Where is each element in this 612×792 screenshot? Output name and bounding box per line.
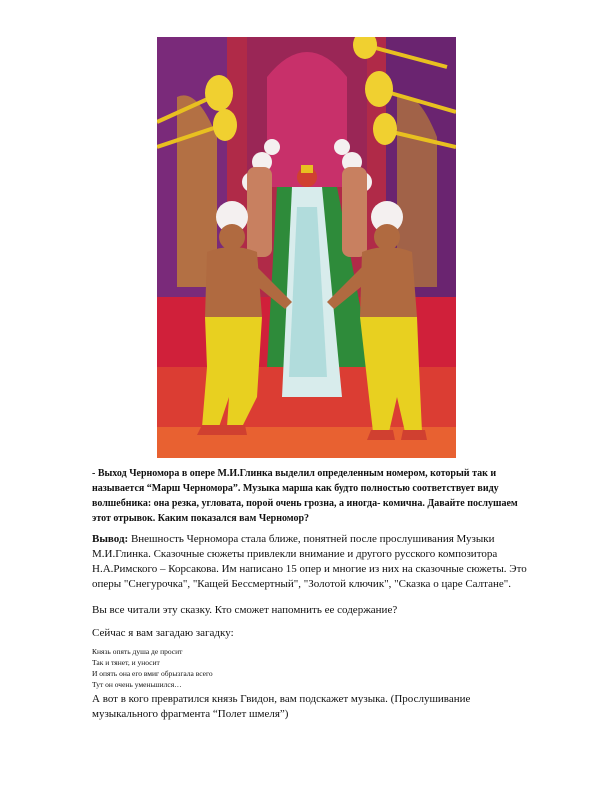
conclusion-lead: Вывод: xyxy=(92,533,129,545)
riddle-line: Так и тянет, и уносит xyxy=(92,658,160,667)
conclusion-paragraph xyxy=(92,532,532,592)
riddle-line: Князь опять душа де просит xyxy=(92,647,183,656)
riddle-verse xyxy=(92,646,213,690)
riddle-intro: Сейчас я вам загадаю загадку: xyxy=(92,627,234,639)
march-of-chernomor-illustration xyxy=(157,37,456,458)
riddle-line: И опять она его вмиг обрызгала всего xyxy=(92,669,213,678)
conclusion-text: Внешность Черномора стала ближе, понятней после прослушивания Музыки М.И.Глинка. Сказочные сюжеты привлекли внимание и другого русского композитора Н.А.Римского – Корсакова. Им написано 15 опер и многие из них на сказочные сюжеты. Это оперы "Снегурочка", "Кащей Бессмертный", "Золотой ключик", "Сказка о царе Салтане". xyxy=(92,533,527,590)
riddle-line: Тут он очень уменьшился… xyxy=(92,680,182,689)
question-paragraph: Вы все читали эту сказку. Кто сможет напомнить ее содержание? xyxy=(92,604,398,616)
final-paragraph: А вот в кого превратился князь Гвидон, вам подскажет музыка. (Прослушивание музыкального фрагмента “Полет шмеля”) xyxy=(92,693,471,720)
intro-paragraph: - Выход Черномора в опере М.И.Глинка выделил определенным номером, который так и называется “Марш Черномора”. Музыка марша как будто полностью соответствует виду волшебника: она резка, угловата, порой очень грозна, а иногда- комична. Давайте послушаем этот отрывок. Каким показался вам Черномор? xyxy=(92,468,518,524)
